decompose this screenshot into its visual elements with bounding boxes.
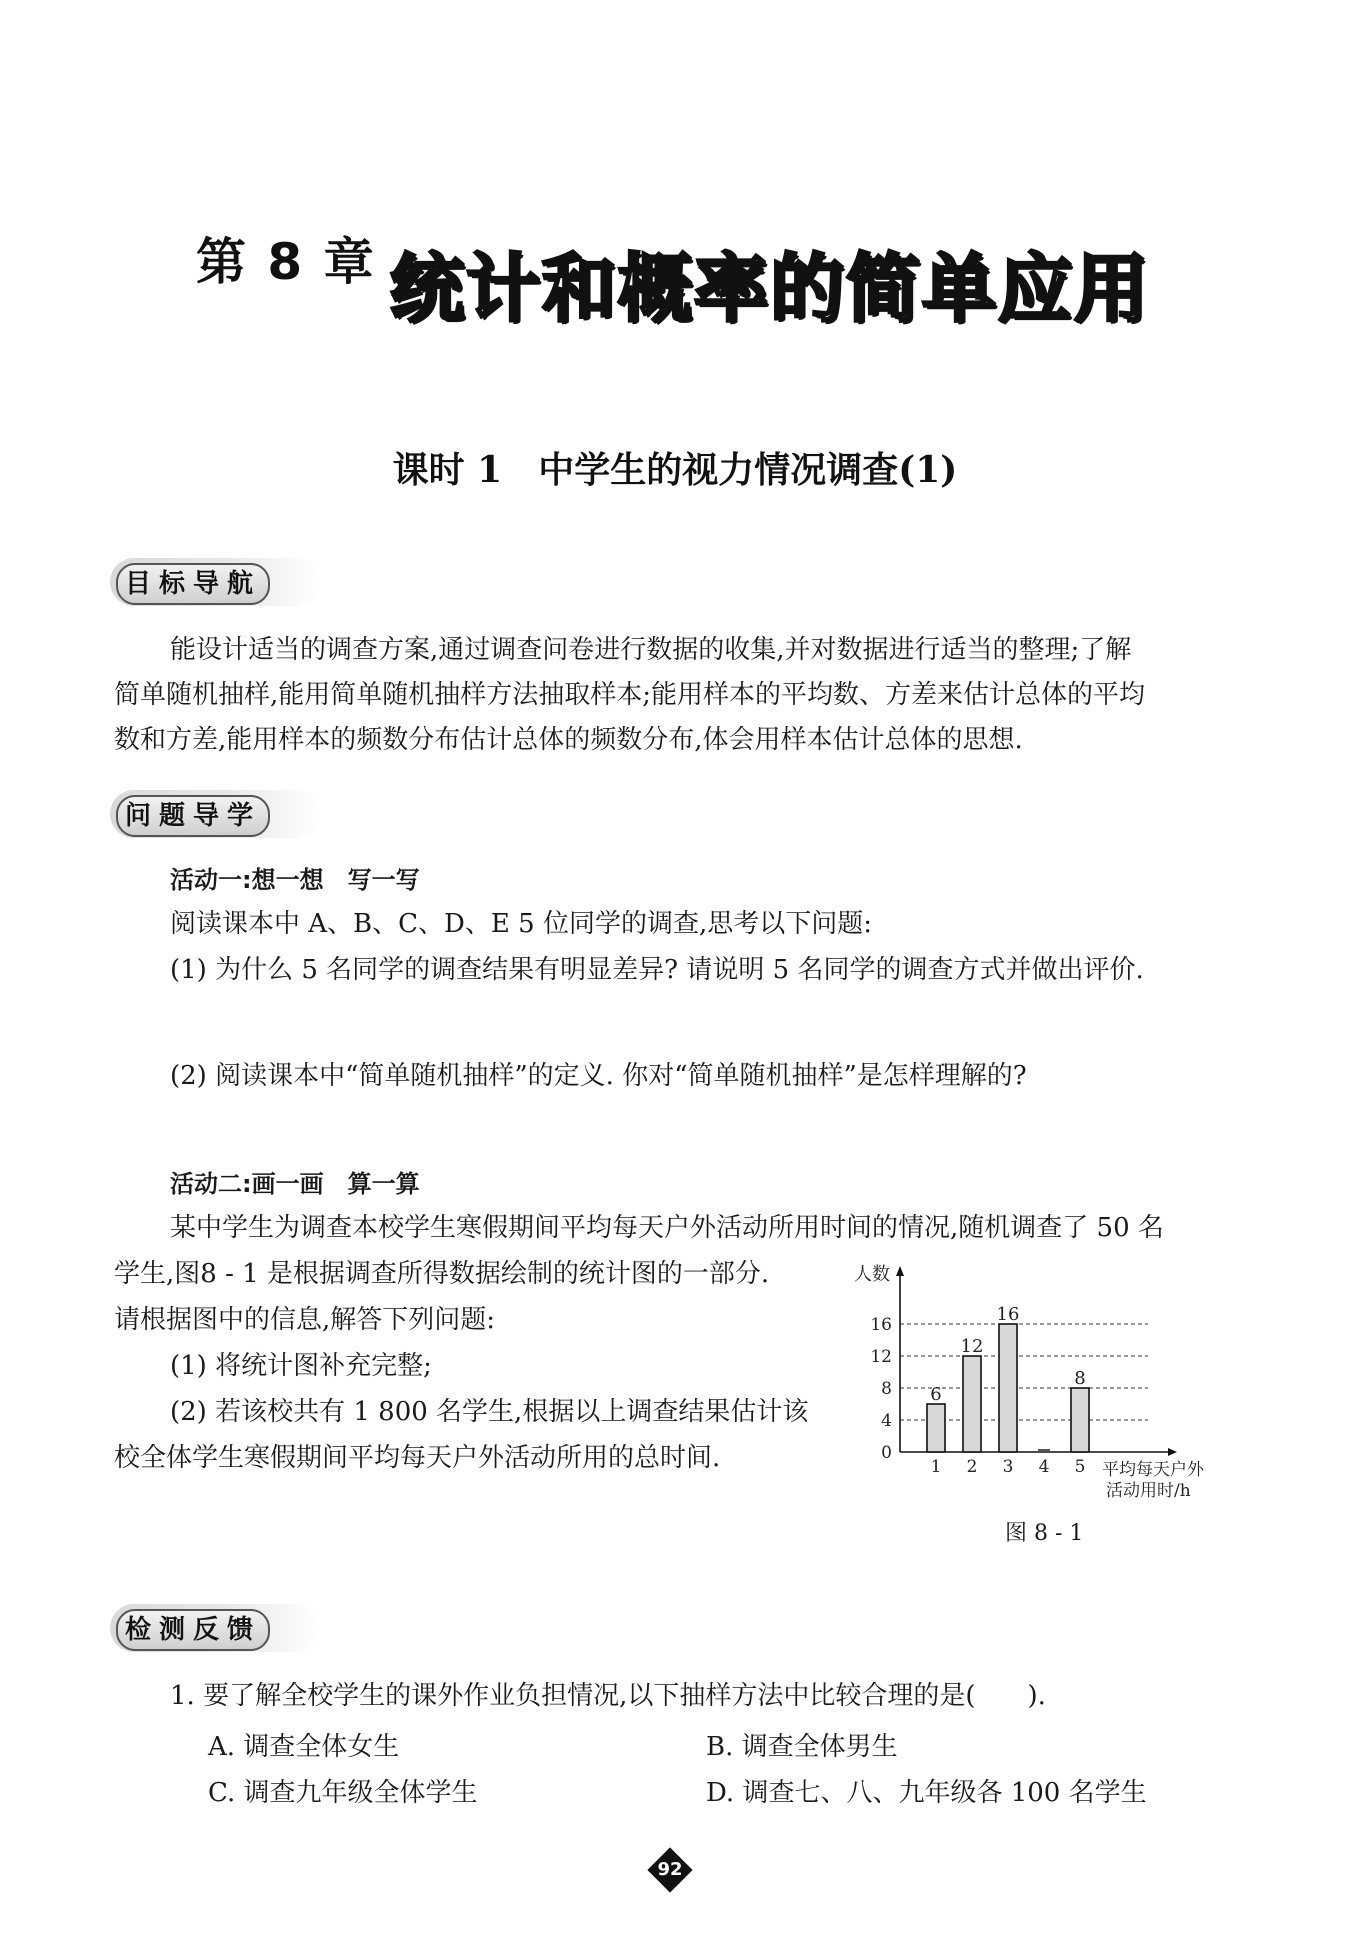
activity2-line-2: 学生,图8 - 1 是根据调查所得数据绘制的统计图的一部分. <box>114 1259 770 1289</box>
activity2-question-2a: (2) 若该校共有 1 800 名学生,根据以上调查结果估计该 <box>170 1397 809 1427</box>
chapter-title: 统计和概率的简单应用 <box>390 246 1150 332</box>
bar-chart <box>850 1262 1240 1527</box>
check-question-1: 1. 要了解全校学生的课外作业负担情况,以下抽样方法中比较合理的是( ). <box>170 1681 1046 1711</box>
x-tick-label-4: 4 <box>1038 1457 1050 1477</box>
page-number-badge <box>648 1848 692 1892</box>
lesson-title: 课时 1 中学生的视力情况调查(1) <box>392 449 958 491</box>
activity1-heading: 活动一:想一想 写一写 <box>170 866 420 894</box>
goal-line-2: 简单随机抽样,能用简单随机抽样方法抽取样本;能用样本的平均数、方差来估计总体的平均 <box>114 680 1146 710</box>
x-tick-label-5: 5 <box>1074 1457 1086 1477</box>
option-c: C. 调查九年级全体学生 <box>208 1778 478 1808</box>
option-d: D. 调查七、八、九年级各 100 名学生 <box>706 1778 1147 1808</box>
chapter-label: 第 8 章 <box>196 233 376 291</box>
x-tick-label-2: 2 <box>966 1457 978 1477</box>
activity2-question-1: (1) 将统计图补充完整; <box>170 1351 432 1381</box>
x-axis-arrow <box>1168 1448 1177 1456</box>
x-tick-label-1: 1 <box>930 1457 942 1477</box>
bar-5 <box>1071 1388 1089 1452</box>
bar-1 <box>927 1404 945 1452</box>
x-axis-title-line-1: 平均每天户外 <box>1102 1460 1204 1480</box>
y-tick-label-4: 4 <box>881 1411 892 1431</box>
section-tab-guide-label: 问题导学 <box>116 795 270 837</box>
section-tab-check <box>110 1604 320 1652</box>
option-b: B. 调查全体男生 <box>706 1732 898 1762</box>
activity1-question-1: (1) 为什么 5 名同学的调查结果有明显差异? 请说明 5 名同学的调查方式并做出评价. <box>170 955 1144 985</box>
activity2-heading: 活动二:画一画 算一算 <box>170 1170 420 1198</box>
value-label-3: 16 <box>996 1304 1020 1325</box>
section-tab-goal-label: 目标导航 <box>116 563 270 605</box>
activity2-line-1: 某中学生为调查本校学生寒假期间平均每天户外活动所用时间的情况,随机调查了 50 名 <box>170 1213 1164 1243</box>
bar-2 <box>963 1356 981 1452</box>
y-axis-arrow <box>896 1266 904 1276</box>
activity1-question-2: (2) 阅读课本中“简单随机抽样”的定义. 你对“简单随机抽样”是怎样理解的? <box>170 1061 1027 1091</box>
y-axis-title: 人数 <box>854 1264 890 1285</box>
goal-line-1: 能设计适当的调查方案,通过调查问卷进行数据的收集,并对数据进行适当的整理;了解 <box>170 635 1132 665</box>
section-tab-check-label: 检测反馈 <box>116 1609 270 1651</box>
goal-line-3: 数和方差,能用样本的频数分布估计总体的频数分布,体会用样本估计总体的思想. <box>114 725 1023 755</box>
activity2-line-3: 请根据图中的信息,解答下列问题: <box>114 1305 496 1335</box>
bar-3 <box>999 1324 1017 1452</box>
value-label-5: 8 <box>1074 1368 1086 1389</box>
value-label-1: 6 <box>930 1384 942 1405</box>
y-tick-label-0: 0 <box>881 1443 892 1463</box>
value-label-2: 12 <box>960 1336 984 1357</box>
chart-labels <box>854 1264 1205 1501</box>
page-number: 92 <box>657 1859 683 1880</box>
y-tick-label-12: 12 <box>870 1347 892 1367</box>
section-tab-guide <box>110 790 320 838</box>
x-axis-title-line-2: 活动用时/h <box>1106 1481 1191 1501</box>
section-tab-goal <box>110 558 320 606</box>
y-tick-label-8: 8 <box>881 1379 892 1399</box>
x-tick-label-3: 3 <box>1002 1457 1014 1477</box>
option-a: A. 调查全体女生 <box>208 1732 400 1762</box>
y-tick-label-16: 16 <box>870 1315 892 1335</box>
activity2-question-2b: 校全体学生寒假期间平均每天户外活动所用的总时间. <box>114 1443 721 1473</box>
activity1-intro: 阅读课本中 A、B、C、D、E 5 位同学的调查,思考以下问题: <box>170 909 872 939</box>
figure-caption: 图 8 - 1 <box>1005 1521 1084 1546</box>
